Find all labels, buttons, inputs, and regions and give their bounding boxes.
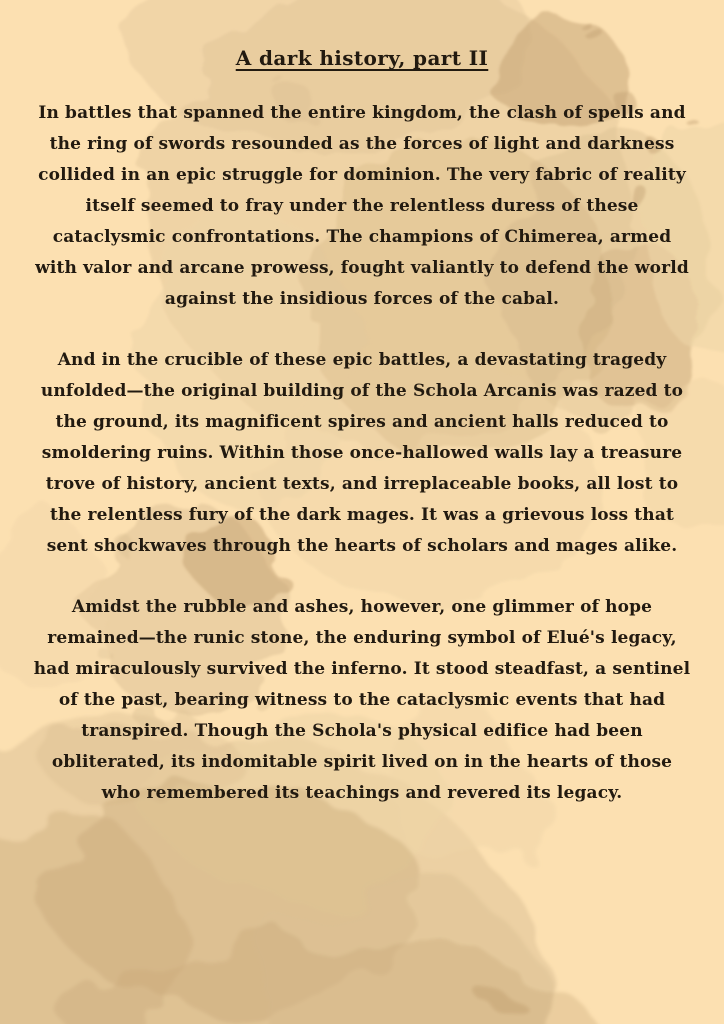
page-title: A dark history, part II: [235, 46, 489, 70]
splatter-dot: [484, 987, 516, 1013]
lore-paragraph-3: Amidst the rubble and ashes, however, one glimmer of hope remained—the runic stone, the enduring symbol of Elué's legacy, had miraculously survived the inferno. It stood steadfast, a sentinel of the past, bearing witness to the cataclysmic events that had transpired. Though the Schola's physical edifice had been obliterated, its indomitable spirit lived on in the hearts of those who remembered its teachings and revered its legacy.: [33, 597, 691, 803]
lore-paragraph-2: And in the crucible of these epic battles, a devastating tragedy unfolded—the original building of the Schola Arcanis was razed to the ground, its magnificent spires and ancient halls reduced to smoldering ruins. Within those once-hallowed walls lay a treasure trove of history, ancient texts, and irreplaceable books, all lost to the relentless fury of the dark mages. It was a grievous loss that sent shockwaves through the hearts of scholars and mages alike.: [40, 350, 684, 556]
lore-paragraph-1: In battles that spanned the entire kingdom, the clash of spells and the ring of swords resounded as the forces of light and darkness collided in an epic struggle for dominion. The very fabric of reality itself seemed to fray under the relentless duress of these cataclysmic confrontations. The champions of Chimerea, armed with valor and arcane prowess, fought valiantly to defend the world against the insidious forces of the cabal.: [35, 103, 689, 309]
